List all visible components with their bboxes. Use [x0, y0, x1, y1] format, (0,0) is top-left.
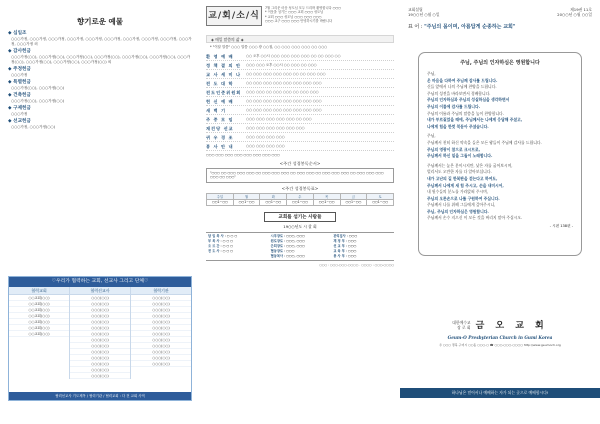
coop-col-organizations [131, 287, 191, 379]
staff-entry: 협동목사 : ○○○, ○○○ [270, 253, 305, 258]
founding-date: 19○○년 ○월 ○일 [408, 12, 440, 17]
news-label: 환 영 예 배 [206, 53, 234, 59]
week-reading-cell: ○○1~○○ [260, 199, 287, 205]
news-text: ○○ ○○○ ○○○ ○○○ ○○○ ○○○ ○○○ ○○○ [246, 98, 322, 103]
coop-entry: ○○○(○○) [70, 301, 130, 307]
news-label: 봉 사 안 내 [206, 143, 234, 149]
verse-line: * "이달 말씀" ○○○ 말씀 ○○○ 장 ○○절, ○○ ○○○ ○○○ ○○○ ○○ ○○○ [210, 45, 328, 49]
news-item [206, 97, 394, 106]
news-item [206, 115, 394, 124]
staff-entry: 은퇴장로 : ○○○, ○○○ [270, 243, 305, 248]
week-day-header: 목 [313, 193, 340, 199]
staff-entry: 협동장로 : ○○○ [270, 248, 295, 253]
week-reading-cell: ○○1~○○ [340, 199, 367, 205]
staff-entry: 교 육 부 : ○○○ [333, 248, 357, 253]
denomination-line: 장 로 회 [457, 324, 471, 330]
psalm-line: 내가 부르짖었을 때에, 주님께서는 나에게 응답해 주셨고, [427, 117, 523, 123]
staff-role: 시무장로 [270, 233, 283, 238]
top-note: ○○○ 교구 ○○○ ○○○ 안녕하시기를 바랍니다 [265, 19, 333, 24]
service-reading-box: "○○○ ○○ ○○○ ○○○ ○○○ ○○ ○○○ ○○○ ○○○ ○○ ○○○ ○○○ ○○ ○○○ ○○○ ○○○ ○○ ○○○ ○○○ ○○○ ○○○ ○○ ○○○" [206, 168, 394, 183]
staff-title: 교회를 섬기는 사람들 [264, 212, 336, 222]
offering-title: 향기로운 예물 [76, 17, 124, 26]
staff-name: ○○○, ○○○ [286, 238, 305, 243]
coop-entry: ○○○(○○) [70, 313, 130, 319]
coop-entry: ○○○(○○) [70, 343, 130, 349]
psalm-frame [418, 52, 582, 256]
offering-section [8, 67, 192, 78]
staff-role: 은퇴장로 [270, 243, 283, 248]
coop-entry: ○○○(○○) [131, 301, 191, 307]
coop-entry: ○○교회(○○) [9, 295, 69, 301]
offering-panel [0, 0, 200, 424]
psalm-line: 주님께서 하신 일을 그들이 노래합니다. [427, 153, 493, 159]
news-text: ○○○ ○○○ ○○ ○○○ ○○○ ○○ ○○○ ○○○ [246, 89, 319, 94]
coop-entry: ○○○(○○) [70, 337, 130, 343]
coop-entry: ○○○(○○) [131, 355, 191, 361]
staff-role: 오 르 간 [208, 243, 220, 248]
staff-entry: 오 르 간 : ○ ○ ○ [208, 243, 233, 248]
news-item [206, 88, 394, 97]
staff-entry: 전 도 사 : ○ ○ ○ [208, 248, 233, 253]
cooperation-box [8, 276, 192, 401]
staff-name: ○○○ [286, 248, 295, 253]
news-text: ○○○ ○○○ ○○○ ○○○ ○○○ ○○ ○○○ [246, 116, 312, 121]
staff-name: ○○○ [347, 238, 357, 243]
staff-name: ○○○ [347, 243, 357, 248]
news-item [206, 79, 394, 88]
psalm-line: 주님께서 나에게 새 힘 주시고, 손을 내미시어, [427, 182, 504, 188]
news-text: ○○○ ○○○ ○○○ ○○○ [246, 143, 285, 148]
week-day-header: 금 [340, 193, 367, 199]
psalm-line: 내가 고난의 길 한복판을 걷는다고 하여도, [427, 175, 498, 181]
staff-role: 관리집사 [333, 233, 346, 238]
church-identity [418, 318, 582, 347]
news-item [206, 133, 394, 142]
church-name: 금 오 교 회 [475, 321, 548, 331]
motto-label: 표 어 : [408, 24, 423, 30]
staff-role: 담 임 목 사 [208, 233, 224, 238]
news-label: 교 사 세 미 나 [206, 71, 242, 77]
top-note: * 이웃을 섬기는 ○○○ 교회 ○○○ 성도님 [265, 10, 324, 15]
offering-heading: ◆ 건축헌금 [8, 93, 31, 98]
psalm-line: 주님께서는 높은 분이시지만, 낮은 자를 굽어보시며, [427, 162, 513, 168]
news-header [206, 6, 394, 30]
week-day-header: 주일 [207, 193, 234, 199]
coop-col-churches [9, 287, 70, 379]
staff-name: ○ ○ ○ [222, 243, 233, 248]
week-day-header: 토 [367, 193, 394, 199]
news-label: 귀 우 경 조 [206, 134, 234, 140]
staff-name: ○○○ [347, 253, 357, 258]
offering-section [8, 119, 192, 130]
staff-name: ○ ○ ○ [222, 238, 233, 243]
coop-header: 협력선교사 [70, 287, 130, 295]
news-text: ○○ ○○○ ○○○ ○○○ ○○○ ○○ ○○ ○○○ ○○○ [246, 71, 326, 76]
offering-names: ○○○가정(○○), ○○○가정(○○) [11, 99, 65, 103]
coop-entry: ○○○(○○) [70, 367, 130, 373]
news-item [206, 124, 394, 133]
coop-entry: ○○○(○○) [131, 331, 191, 337]
top-notes [262, 6, 394, 30]
offering-names: ○○○가정, ○○○가정(○○) [11, 125, 56, 129]
staff-entry: 원로장로 : ○○○, ○○○ [270, 238, 305, 243]
weekly-reading-table [206, 193, 394, 206]
cooperation-footer: 협력선교사 기도제목 / 협력기관 / 협력교회 : 다 전 교회 사역 [9, 392, 191, 400]
denomination [452, 320, 470, 330]
psalm-line: 나에게 힘을 한껏 북돋아 주셨습니다. [427, 123, 489, 129]
week-day-header: 화 [260, 193, 287, 199]
staff-name: ○○○, ○○○ [286, 233, 305, 238]
news-text: ○○○ ○○○ ○○○ ○○○ ○○○ ○○○ [246, 125, 305, 130]
week-day-header: 월 [233, 193, 260, 199]
church-address: 우 ○○○ 경북 구미시 ○○동 ○○○-○ ☎ ○○○-○○○-○○○○ http://www.geumoch.org [439, 343, 561, 347]
coop-entry: ○○○(○○) [70, 361, 130, 367]
news-text: ○○ ○○○ ○○○ ○○○ ○○○ ○○○ ○○○ ○○○ [246, 107, 322, 112]
coop-entry: ○○○(○○) [70, 373, 130, 379]
week-reading-cell: ○○1~○○ [367, 199, 394, 205]
staff-role: 협동장로 [270, 248, 283, 253]
news-text: ○○ ○○○ ○○○ ○○○ ○○○ ○○○ ○○○ ○○○ [246, 80, 322, 85]
psalm-line: 주님의 영광이 참으로 크시므로, [427, 146, 481, 152]
news-label: 전 도 대 학 [206, 80, 234, 86]
week-reading-cell: ○○1~○○ [207, 199, 234, 205]
news-text: ○○○ ○○○ 오후 ○○시 ○○ ○○○ ○○ ○○○ [246, 62, 317, 67]
psalm-line: 온 마음을 다하여 주님께 감사를 드립니다. [427, 77, 498, 83]
staff-year: 19○○년도 시 찰 회 [283, 223, 317, 229]
offering-heading: ◆ 선교헌금 [8, 119, 31, 124]
coop-entry: ○○교회(○○) [9, 331, 69, 337]
psalm-line: 주님의 이름에 감사를 드립니다. [427, 103, 481, 109]
news-label: 새 벽 기 [206, 107, 227, 113]
offering-heading: ◆ 감사헌금 [8, 49, 31, 54]
bulletin-header [408, 7, 592, 17]
news-footnote: ○○○ ○○○ ○○○ ○○○ ○○○ ○○○ ○○○ ○○○ [206, 153, 280, 157]
coop-entry: ○○교회(○○) [9, 313, 69, 319]
staff-role: 교 육 부 [333, 248, 345, 253]
news-label: 재건당 선교 [206, 125, 234, 131]
coop-entry: ○○○(○○) [131, 307, 191, 313]
offering-names: ○○○가정 [11, 73, 28, 77]
coop-entry: ○○교회(○○) [9, 307, 69, 313]
staff-entry: 시무장로 : ○○○, ○○○ [270, 233, 305, 238]
service-reading-title: <주간 성경봉독순서> [279, 160, 321, 166]
week-reading-cell: ○○1~○○ [233, 199, 260, 205]
staff-grid [206, 232, 394, 261]
staff-entry: 관리집사 : ○○○ [333, 233, 358, 238]
news-item [206, 70, 394, 79]
staff-entry: 선 교 부 : ○○○ [333, 243, 357, 248]
news-item [206, 52, 394, 61]
coop-entry: ○○○(○○) [70, 319, 130, 325]
psalm-line: 내 원수들의 분노를 가라앉혀 주시며, [427, 189, 489, 195]
news-label: 정 책 결 의 안 [206, 62, 242, 68]
issue-number: 제19권 11호 [570, 7, 592, 12]
offering-section [8, 106, 192, 117]
coop-entry: ○○교회(○○) [9, 325, 69, 331]
staff-entry: 재 정 부 : ○○○ [333, 238, 357, 243]
week-reading-cell: ○○1~○○ [287, 199, 314, 205]
issue-date: 20○○년 ○월 ○○일 [557, 12, 592, 17]
top-note: * 교회 ○○○ 성도님 ○○○ ○○○ ○○○ [265, 14, 322, 19]
offering-list [8, 31, 192, 130]
coop-entry: ○○○(○○) [131, 325, 191, 331]
psalm-line: 주님, [427, 133, 436, 139]
staff-role: 전 도 사 [208, 248, 220, 253]
staff-name: ○○○ [348, 233, 358, 238]
coop-entry: ○○○(○○) [131, 361, 191, 367]
church-news-logo: 교/회/소/식 [206, 6, 262, 26]
coop-entry: ○○교회(○○) [9, 301, 69, 307]
news-text: ○○ 오후 ○○시 ○○○ ○○○ ○○○ ○○○ ○○ ○○ ○○○ ○○ [246, 53, 341, 58]
cooperation-grid [9, 287, 191, 379]
church-news-panel [200, 0, 400, 424]
top-note: 7월 그리운 마음 성도님 모두 드리며 환영합니다 ○○○ [265, 6, 341, 10]
staff-role: 재 정 부 [333, 238, 345, 243]
offering-section [8, 31, 192, 47]
verse-bar: ◈ 매일 말씀의 삶 ◈ [206, 35, 394, 43]
offering-heading: ◆ 주정헌금 [8, 67, 31, 72]
staff-role: 부 목 사 [208, 238, 220, 243]
founding-label: 교회설립 [408, 7, 423, 12]
coop-entry: ○○○(○○) [70, 331, 130, 337]
weekly-reading-title: <주간 성경봉독표> [281, 185, 319, 191]
coop-entry: ○○○(○○) [70, 295, 130, 301]
psalm-source: - 시편 138편 - [549, 224, 573, 229]
coop-entry: ○○○(○○) [131, 319, 191, 325]
news-text: ○○○ ○○○ ○○○ ○○○ [246, 134, 285, 139]
coop-col-missionaries [70, 287, 131, 379]
psalm-line: 주님께서 친히 하신 약속을 들은 모든 왕들이 주님께 감사를 드립니다. [427, 139, 542, 145]
week-day-header: 수 [287, 193, 314, 199]
contact-line: ○○○ : ○○○-○○○-○○○○ · ○○○○ : ○○○-○○○○ [319, 262, 394, 267]
coop-entry: ○○○(○○) [70, 349, 130, 355]
psalm-line: 주님의 이름과 주님의 말씀을 높이 찬양합니다. [427, 110, 504, 116]
offering-names: ○○○가정(○○), ○○○가정(○○) [11, 86, 65, 90]
news-list [206, 52, 394, 151]
news-label: 헌 신 예 배 [206, 98, 234, 104]
offering-section [8, 93, 192, 104]
cooperation-title: ♡우리가 협력하는 교회, 선교사 그리고 단체♡ [9, 277, 191, 287]
cover-panel [400, 0, 600, 424]
offering-heading: ◆ 특별헌금 [8, 80, 31, 85]
coop-entry: ○○교회(○○) [9, 319, 69, 325]
staff-name: ○○○ [347, 248, 357, 253]
news-item [206, 142, 394, 151]
coop-entry: ○○○(○○) [131, 313, 191, 319]
church-name-row [418, 318, 582, 331]
motto-text: "주님의 몸이며, 아름답게 순종하는 교회" [424, 24, 516, 30]
coop-entry: ○○○(○○) [70, 325, 130, 331]
psalm-line: 신들 앞에서 나의 주님께 찬양을 드립니다. [427, 84, 497, 90]
denomination-line: 대한예수교 [452, 319, 471, 325]
issue-info [557, 7, 592, 17]
staff-entry: 부 목 사 : ○ ○ ○ [208, 238, 233, 243]
founding-info [408, 7, 440, 17]
staff-name: ○○○, ○○○ [286, 243, 305, 248]
coop-entry: ○○○(○○) [131, 295, 191, 301]
psalm-line: 주님, [427, 71, 436, 76]
offering-heading: ◆ 구제헌금 [8, 106, 31, 111]
coop-entry: ○○○(○○) [70, 355, 130, 361]
coop-entry: ○○○(○○) [70, 307, 130, 313]
psalm-line: 주님의 오른손으로 나를 구원하여 주십니다. [427, 195, 500, 201]
staff-name: ○ ○ ○ [222, 248, 233, 253]
staff-role: 원로장로 [270, 238, 283, 243]
psalm-lines [427, 71, 573, 222]
staff-entry: 담 임 목 사 : ○ ○ ○ [208, 233, 238, 238]
bottom-banner: 하나님은 믿어서나 예배하는 자가 되는 곳으로 예배합시다! [400, 388, 600, 398]
staff-entry [206, 254, 269, 259]
offering-names: ○○○가정, ○○○가정, ○○○가정, ○○○가정, ○○○가정, ○○○가정, ○○○가정, ○○○가정, ○○○가정, ○○○가정, ○○○가정 외 [11, 37, 192, 46]
coop-header: 협력기관 [131, 287, 191, 295]
church-english-name: Geum-O Presbyterian Church in Gumi Korea [447, 335, 553, 340]
news-item [206, 106, 394, 115]
news-item [206, 61, 394, 70]
coop-entry: ○○○(○○) [131, 343, 191, 349]
offering-names: ○○○가정 [11, 112, 28, 116]
psalm-line: 멀리서도 오만한 자를 다 알아보십니다. [427, 169, 492, 175]
staff-role: 봉 사 부 [333, 253, 345, 258]
offering-section [8, 49, 192, 65]
psalm-line: 주님께서 나를 위해 그들에게 갚아주시니, [427, 202, 496, 208]
staff-entry: 봉 사 부 : ○○○ [333, 253, 357, 258]
news-label: 전도인준위원회 [206, 89, 242, 95]
psalm-line: 주님께서 손수 지으신 이 모든 것을 버리지 말아 주십시오. [427, 215, 523, 221]
staff-role: 선 교 부 [333, 243, 345, 248]
psalm-line: 주님, 주님의 인자하심은 영원합니다. [427, 208, 489, 214]
psalm-title: 주님, 주님의 인자하심은 영원합니다 [460, 60, 540, 66]
offering-names: ○○○가정(○○), ○○○가정(○○), ○○○가정(○○), ○○○가정(○○), ○○○가정(○○), ○○○가정(○○), ○○○가정(○○), ○○○가정(○○), ○○○가정(○○), ○○○가정(○○) 외 [11, 55, 191, 64]
staff-role: 협동목사 [270, 253, 283, 258]
coop-entry: ○○○(○○) [131, 337, 191, 343]
psalm-line: 주님의 성전을 바라보면서 경배합니다. [427, 90, 491, 96]
staff-name: ○ ○ ○ [226, 233, 238, 238]
week-reading-cell: ○○1~○○ [313, 199, 340, 205]
offering-heading: ◆ 십일조 [8, 31, 27, 36]
coop-header: 협력교회 [9, 287, 69, 295]
staff-name: ○○○, ○○○ [286, 253, 305, 258]
motto [408, 23, 592, 30]
coop-entry: ○○○(○○) [131, 349, 191, 355]
psalm-line: 주님의 인자하심과 주님의 성실하심을 생각하면서 [427, 97, 510, 103]
offering-section [8, 80, 192, 91]
news-label: 주 중 모 임 [206, 116, 234, 122]
